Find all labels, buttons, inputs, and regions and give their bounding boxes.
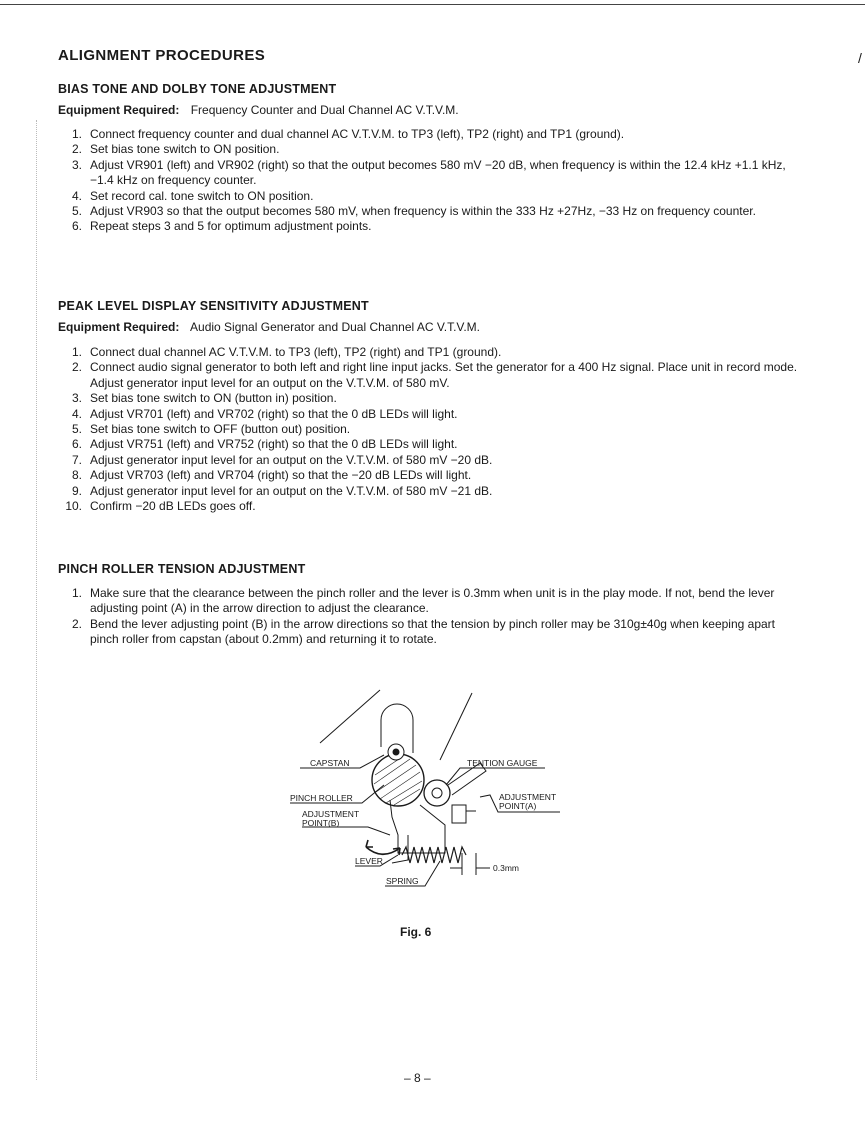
step-number: 2.: [71, 142, 82, 157]
pinch-section-title: PINCH ROLLER TENSION ADJUSTMENT: [58, 562, 306, 576]
adj-a-label-line1: ADJUSTMENT: [499, 792, 557, 802]
capstan-guide-line: [320, 690, 380, 743]
step-item: [58, 391, 798, 406]
peak-equipment-text: Audio Signal Generator and Dual Channel AC V.T.V.M.: [190, 320, 480, 334]
spring-label: SPRING: [386, 876, 419, 886]
step-text: Connect audio signal generator to both left and right line input jacks. Set the generator for a 400 Hz signal. Place unit in record mode. Adjust generator input level for an output on the V.T.V.M. of 580 mV.: [90, 360, 798, 390]
step-text: Repeat steps 3 and 5 for optimum adjustment points.: [90, 219, 372, 234]
pinch-steps-list: [58, 586, 798, 648]
step-text: Connect frequency counter and dual channel AC V.T.V.M. to TP3 (left), TP2 (right) and TP1 (ground).: [90, 127, 625, 141]
adj-b-label-line2: POINT(B): [302, 818, 340, 828]
bias-equipment-label: Equipment Required:: [58, 103, 180, 117]
bias-steps-list: [58, 127, 798, 235]
step-number: 6.: [71, 219, 82, 234]
step-text: Adjust VR701 (left) and VR702 (right) so that the 0 dB LEDs will light.: [90, 406, 458, 421]
clearance-label: 0.3mm: [493, 863, 519, 873]
step-text: Adjust VR901 (left) and VR902 (right) so that the output becomes 580 mV −20 dB, when frequency is within the 12.4 kHz +1.1 kHz, −1.4 kHz on frequency counter.: [90, 157, 786, 188]
pinch-roller-diagram: [280, 685, 580, 900]
step-number: 6.: [71, 437, 82, 452]
page-title: ALIGNMENT PROCEDURES: [58, 47, 266, 64]
adj-a-label-line2: POINT(A): [499, 801, 537, 811]
step-item: [58, 407, 798, 422]
peak-steps-list: [58, 345, 798, 514]
step-item: [58, 437, 798, 452]
page-number: – 8 –: [404, 1071, 431, 1085]
peak-section-title: PEAK LEVEL DISPLAY SENSITIVITY ADJUSTMENT: [58, 299, 369, 313]
step-number: 3.: [71, 157, 82, 172]
step-number: 4.: [71, 188, 82, 203]
step-number: 1.: [71, 345, 82, 359]
step-text: Make sure that the clearance between the pinch roller and the lever is 0.3mm when unit is in the play mode. If not, bend the lever adjusting point (A) in the arrow direction to adjust the clearance.: [90, 586, 775, 616]
step-number: 1.: [71, 127, 82, 141]
step-text: Adjust VR903 so that the output becomes 580 mV, when frequency is within the 333 Hz +27Hz, −33 Hz on frequency counter.: [90, 204, 756, 219]
step-item: [58, 219, 798, 234]
gauge-guide-line: [440, 693, 472, 760]
step-item: [58, 142, 798, 157]
tention-gauge-label: TENTION GAUGE: [467, 758, 538, 768]
adj-b-leader: [302, 827, 390, 835]
step-number: 5.: [71, 422, 82, 437]
step-item: [58, 586, 798, 617]
step-number: 2.: [71, 616, 82, 631]
step-number: 1.: [71, 586, 82, 600]
step-item: [58, 158, 798, 189]
step-item: [58, 189, 798, 204]
adj-b-label-line1: ADJUSTMENT: [302, 809, 360, 819]
step-text: Connect dual channel AC V.T.V.M. to TP3 (left), TP2 (right) and TP1 (ground).: [90, 345, 502, 359]
step-text: Adjust VR703 (left) and VR704 (right) so that the −20 dB LEDs will light.: [90, 468, 472, 483]
step-item: [58, 127, 798, 142]
step-item: [58, 345, 798, 360]
step-text: Set bias tone switch to ON (button in) position.: [90, 391, 337, 406]
bias-section-title: BIAS TONE AND DOLBY TONE ADJUSTMENT: [58, 82, 337, 96]
step-text: Set record cal. tone switch to ON position.: [90, 188, 314, 203]
step-item: [58, 422, 798, 437]
lever-body: [390, 800, 445, 853]
peak-equipment: [58, 320, 480, 334]
step-item: [58, 360, 798, 391]
step-item: [58, 499, 798, 514]
top-rule: [0, 4, 865, 5]
step-text: Adjust VR751 (left) and VR752 (right) so that the 0 dB LEDs will light.: [90, 437, 458, 452]
tension-gauge-shape: [424, 780, 450, 806]
binding-margin-line: [36, 120, 38, 1080]
bias-equipment-text: Frequency Counter and Dual Channel AC V.T.V.M.: [190, 103, 459, 117]
step-item: [58, 468, 798, 483]
step-text: Confirm −20 dB LEDs goes off.: [90, 499, 256, 514]
step-item: [58, 617, 798, 648]
step-text: Adjust generator input level for an output on the V.T.V.M. of 580 mV −21 dB.: [90, 483, 493, 498]
step-text: Set bias tone switch to ON position.: [90, 142, 280, 157]
adjustment-point-a: [452, 805, 466, 823]
step-number: 10.: [65, 499, 82, 514]
step-number: 3.: [71, 391, 82, 406]
peak-equipment-label: Equipment Required:: [58, 320, 180, 334]
step-text: Set bias tone switch to OFF (button out) position.: [90, 422, 351, 437]
step-text: Bend the lever adjusting point (B) in the arrow directions so that the tension by pinch roller may be 310g±40g when keeping apart pinch roller from capstan (about 0.2mm) and returning it to rotate.: [90, 616, 775, 647]
step-number: 7.: [71, 452, 82, 467]
capstan-label: CAPSTAN: [310, 758, 350, 768]
bias-equipment: [58, 103, 459, 117]
step-number: 8.: [71, 468, 82, 483]
figure-caption: Fig. 6: [400, 925, 432, 939]
step-number: 4.: [71, 406, 82, 421]
step-number: 9.: [71, 483, 82, 498]
pinch-roller-label: PINCH ROLLER: [290, 793, 353, 803]
step-number: 2.: [71, 360, 82, 375]
corner-mark: /: [858, 50, 862, 66]
spring-shape: [402, 847, 466, 863]
step-text: Adjust generator input level for an output on the V.T.V.M. of 580 mV −20 dB.: [90, 452, 493, 467]
lever-label: LEVER: [355, 856, 383, 866]
step-number: 5.: [71, 204, 82, 219]
step-item: [58, 484, 798, 499]
step-item: [58, 453, 798, 468]
step-item: [58, 204, 798, 219]
